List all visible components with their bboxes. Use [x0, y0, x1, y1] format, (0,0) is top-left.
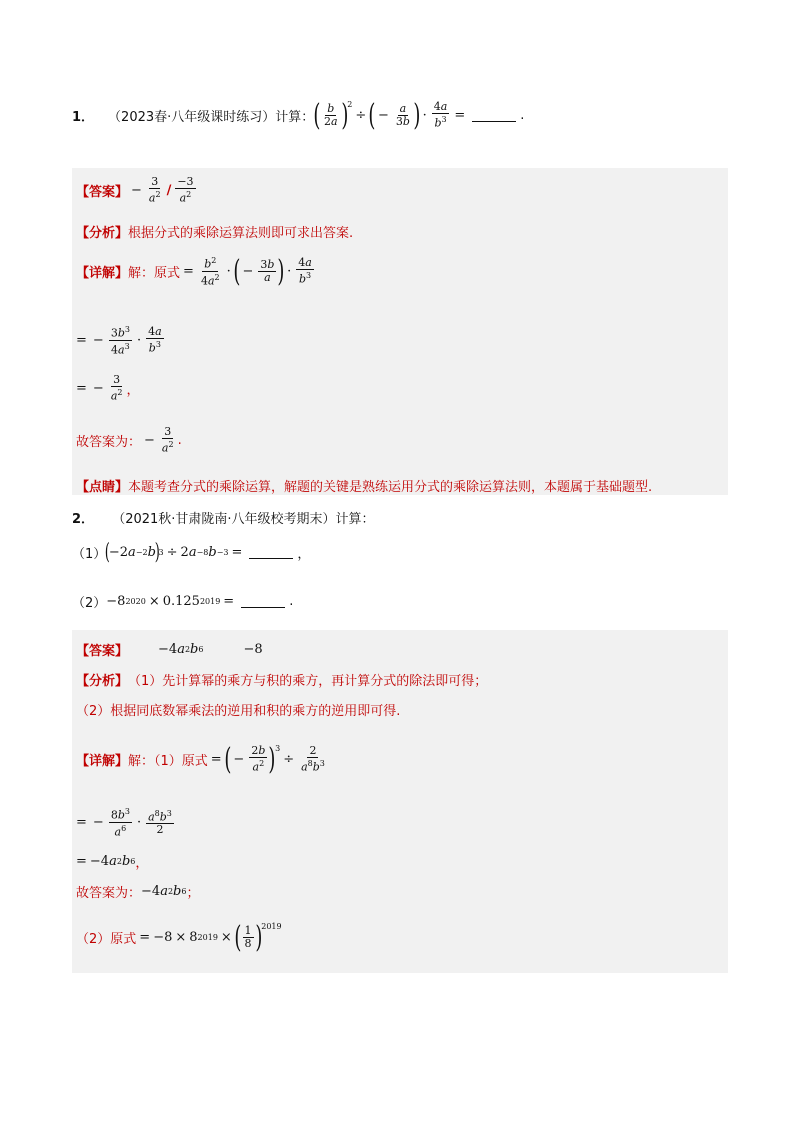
question-number: 2．: [72, 512, 95, 527]
detail-prefix: 解：原式: [128, 266, 181, 281]
analysis-tag: 【分析】: [76, 674, 129, 689]
answer-blank: [472, 109, 516, 122]
answer-2: −8: [243, 642, 263, 657]
conclusion-text: 故答案为：: [76, 886, 142, 901]
step-line-1: = − $\frac{3b^3}{4a^3}$ · $\frac{4a}{b^3}$: [76, 324, 162, 357]
separator-mark: ，: [297, 547, 311, 562]
step-line-1: = − $\frac{8b^3}{a^6}$ · $\frac{a^8b^3}{2}$: [76, 807, 172, 839]
answer-box-2: [72, 630, 728, 973]
answer-line: [76, 640, 263, 659]
step-line-2: = −4 a 2 b 6 ，: [76, 854, 149, 871]
question-source: （2023春·八年级课时练习）计算：: [108, 110, 315, 125]
answer-line: [76, 176, 198, 205]
analysis-line: [76, 222, 353, 241]
step-line-2: = − $\frac{3}{a^2}$ ，: [76, 373, 140, 403]
answer-tag: 【答案】: [76, 184, 129, 200]
detail-expression: = ( − $\frac{2b}{a^2}$ ) $^3$ ÷ $\frac{2}{a^8b^3}$: [210, 742, 325, 777]
question-2-part-2: （2） −8 2020 × 0.125 2019 = .: [72, 594, 294, 611]
comment-tag: 【点睛】: [76, 480, 129, 495]
comment-line: [76, 476, 652, 495]
part-2-line: （2）原式 = −8 × 8 2019 × ( $\frac{1}{8}$ ) $^{2019}$: [76, 920, 282, 955]
answer-1: −4 a 2 b 6: [158, 642, 204, 657]
analysis-line-2: [76, 700, 400, 719]
analysis-text: 根据分式的乘除运算法则即可求出答案.: [128, 226, 354, 241]
analysis-text: （1）先计算幂的乘方与积的乘方，再计算分式的除法即可得；: [128, 674, 488, 689]
question-2: [72, 508, 375, 527]
answer-box-1: [72, 168, 728, 495]
question-source: （2021秋·甘肃陇南·八年级校考期末）计算：: [112, 512, 375, 527]
question-1: [72, 98, 524, 133]
conclusion-end-mark: ；: [186, 886, 200, 901]
question-end-mark: .: [520, 108, 525, 123]
analysis-line: [76, 670, 487, 689]
question-1-expression: ( $\frac{b}{2a}$ ) $^2$ ÷ ( − $\frac{a}{3b}$ ) · $\frac{4a}{b^3}$ =: [313, 98, 466, 133]
answer-blank: [241, 595, 285, 608]
detail-prefix: 解：（1）原式: [128, 754, 208, 769]
detail-line: [76, 742, 329, 777]
detail-line: [76, 254, 316, 289]
conclusion-line: 故答案为： − $\frac{3}{a^2}$ .: [76, 425, 182, 455]
comment-text: 本题考查分式的乘除运算，解题的关键是熟练运用分式的乘除运算法则，本题属于基础题型.: [128, 480, 653, 495]
conclusion-line: 故答案为： −4 a 2 b 6 ；: [76, 884, 200, 901]
question-end-mark: .: [289, 594, 294, 609]
conclusion-text: 故答案为：: [76, 434, 142, 450]
step-end-mark: ，: [126, 382, 140, 398]
part-label: （2）: [72, 596, 107, 611]
conclusion-end-mark: .: [177, 432, 182, 448]
answer-tag: 【答案】: [76, 644, 129, 659]
question-2-part-1: （1） ( −2 a −2 b ) 3 ÷ 2 a −8 b −3 = ，: [72, 540, 311, 565]
question-number: 1．: [72, 110, 95, 125]
answer-blank: [249, 546, 293, 559]
analysis-text: （2）根据同底数幂乘法的逆用和积的乘方的逆用即可得.: [76, 704, 401, 719]
detail-tag: 【详解】: [76, 754, 129, 769]
answer-expression: − $\frac{3}{a^2}$ / $\frac{-3}{a^2}$: [131, 175, 194, 205]
analysis-tag: 【分析】: [76, 226, 129, 241]
detail-expression: = $\frac{b^2}{4a^2}$ · ( − $\frac{3b}{a}$ ) · $\frac{4a}{b^3}$: [183, 254, 312, 289]
detail-tag: 【详解】: [76, 266, 129, 281]
part-2-prefix: （2）原式: [76, 932, 137, 947]
step-end-mark: ，: [135, 856, 149, 871]
part-label: （1）: [72, 547, 107, 562]
